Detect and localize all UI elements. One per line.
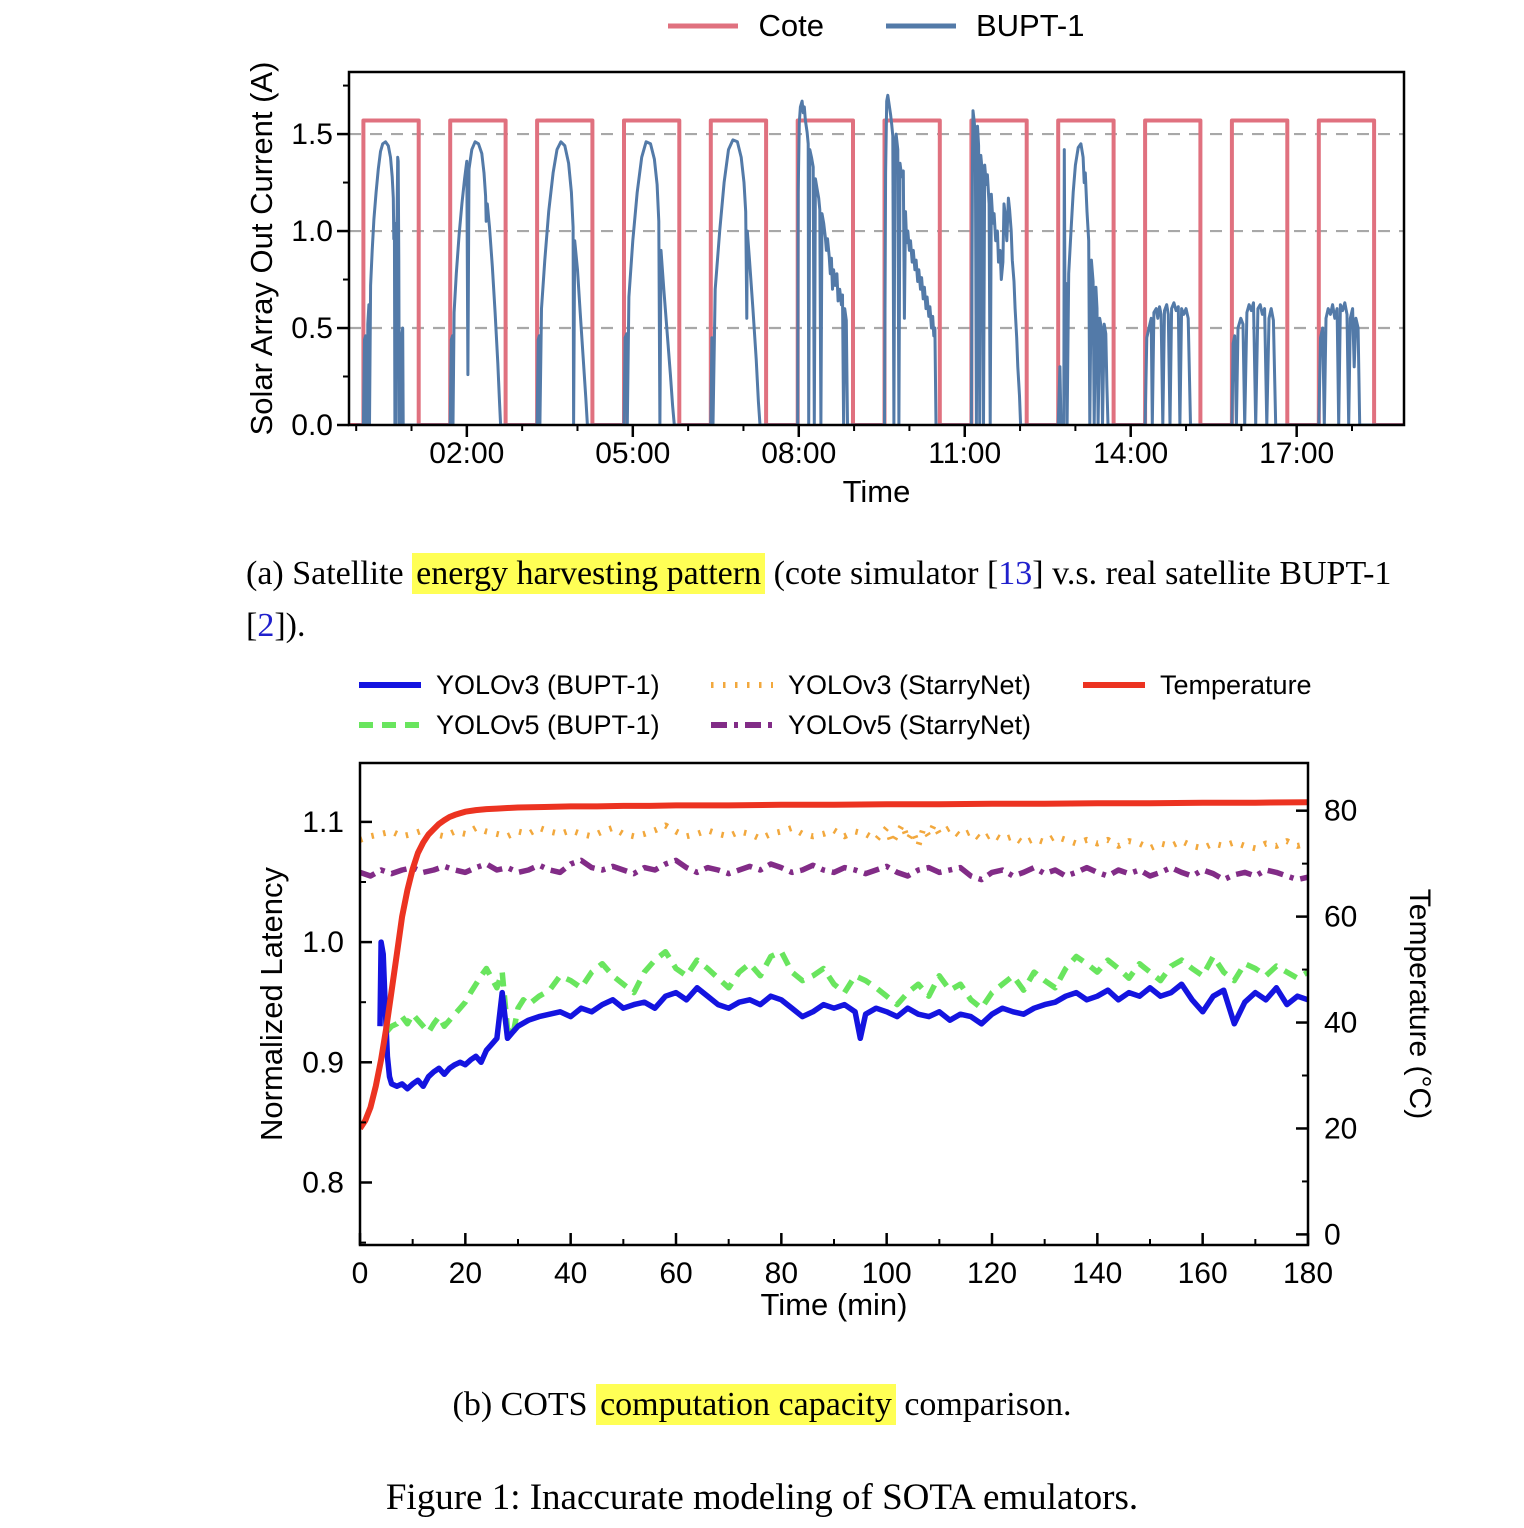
caption-a-text: ]).: [274, 607, 306, 644]
chart-a: [244, 62, 1404, 509]
caption-a-text: (a) Satellite: [246, 555, 413, 592]
caption-b: [0, 1386, 1524, 1424]
legend-line-solid-icon: [668, 20, 738, 32]
legend-line-dashed-icon: [359, 719, 421, 731]
legend-line-dashdot-icon: [711, 719, 773, 731]
legend-line-solid-icon: [886, 20, 956, 32]
x-tick-label: 08:00: [761, 437, 837, 470]
y-tick-label: 1.5: [291, 118, 333, 152]
y-tick-label: 0.9: [302, 1046, 344, 1080]
y2-tick-label: 40: [1324, 1006, 1358, 1040]
y-axis-label: Normalized Latency: [254, 867, 289, 1141]
x-tick-label: 05:00: [595, 437, 671, 470]
x-tick-label: 02:00: [429, 437, 505, 470]
caption-a-text: ] v.s. real satellite BUPT-1 [: [246, 555, 1392, 644]
legend-label: Temperature: [1160, 669, 1312, 700]
citation-link-13[interactable]: 13: [998, 555, 1033, 592]
x-tick-label: 40: [553, 1257, 588, 1290]
caption-a-text: (cote simulator [: [765, 555, 999, 592]
x-tick-label: 160: [1177, 1257, 1228, 1290]
y2-tick-label: 60: [1324, 900, 1358, 934]
series-yolov3-starrynet: [360, 824, 1308, 848]
legend-line-dotted-icon: [711, 679, 773, 691]
y-tick-label: 1.0: [291, 215, 333, 249]
legend-line-solid-icon: [359, 679, 421, 691]
x-tick-label: 100: [861, 1257, 912, 1290]
caption-a-highlight: energy harvesting pattern: [412, 553, 765, 594]
x-tick-label: 60: [659, 1257, 693, 1290]
x-tick-label: 0: [351, 1257, 369, 1290]
x-tick-label: 120: [966, 1257, 1018, 1290]
legend-line-solid-icon: [1083, 679, 1145, 691]
legend-label: YOLOv5 (StarryNet): [788, 709, 1032, 740]
chart-a-series: [349, 95, 1404, 425]
x-axis-label: Time (min): [760, 1287, 908, 1322]
series-yolov3-bupt-1: [380, 942, 1308, 1089]
figure-caption: Figure 1: Inaccurate modeling of SOTA emulators.: [385, 1477, 1139, 1518]
citation-link-2[interactable]: 2: [257, 607, 275, 644]
y-tick-label: 1.1: [302, 805, 344, 839]
x-tick-label: 140: [1072, 1257, 1123, 1290]
y-tick-label: 1.0: [302, 926, 344, 960]
legend-item-yolov3-starrynet: [711, 668, 1031, 702]
y2-tick-label: 0: [1324, 1218, 1341, 1252]
chart-b-series: [360, 802, 1308, 1128]
y-tick-label: 0.8: [302, 1166, 344, 1200]
legend-label: YOLOv5 (BUPT-1): [436, 709, 660, 740]
x-tick-label: 14:00: [1093, 437, 1169, 470]
chart-b-legend: [0, 668, 1524, 752]
series-temperature: [360, 802, 1308, 1128]
chart-a-legend: [349, 8, 1404, 44]
chart-b: [254, 763, 1436, 1322]
x-axis-label: Time: [842, 474, 911, 509]
x-tick-label: 180: [1282, 1257, 1334, 1290]
series-yolov5-starrynet: [360, 860, 1308, 879]
y2-tick-label: 20: [1324, 1112, 1358, 1146]
legend-item-yolov5-starrynet: [711, 708, 1031, 742]
y2-axis-label: Temperature (°C): [1403, 888, 1436, 1120]
legend-item-temperature: [1083, 668, 1312, 702]
x-tick-label: 17:00: [1259, 437, 1335, 470]
y-axis-label: Solar Array Out Current (A): [244, 61, 279, 436]
caption-a: [246, 548, 1431, 652]
x-tick-label: 20: [448, 1257, 483, 1290]
legend-item-bupt-1: [886, 8, 1085, 44]
caption-b-highlight: computation capacity: [596, 1384, 896, 1425]
legend-label: YOLOv3 (BUPT-1): [436, 669, 660, 700]
legend-label: YOLOv3 (StarryNet): [788, 669, 1032, 700]
y-tick-label: 0.5: [291, 312, 333, 346]
series-bupt-1: [356, 95, 1404, 425]
caption-b-text: (b) COTS: [452, 1386, 597, 1423]
x-tick-label: 11:00: [928, 437, 1002, 470]
y2-tick-label: 80: [1324, 794, 1358, 828]
caption-b-text: comparison.: [895, 1386, 1072, 1423]
x-tick-label: 80: [764, 1257, 799, 1290]
y-tick-label: 0.0: [291, 409, 333, 442]
legend-item-yolov3-bupt-1: [359, 668, 660, 702]
legend-item-cote: [668, 8, 823, 44]
legend-label: BUPT-1: [975, 8, 1085, 43]
legend-item-yolov5-bupt-1: [359, 708, 660, 742]
legend-label: Cote: [758, 8, 824, 43]
